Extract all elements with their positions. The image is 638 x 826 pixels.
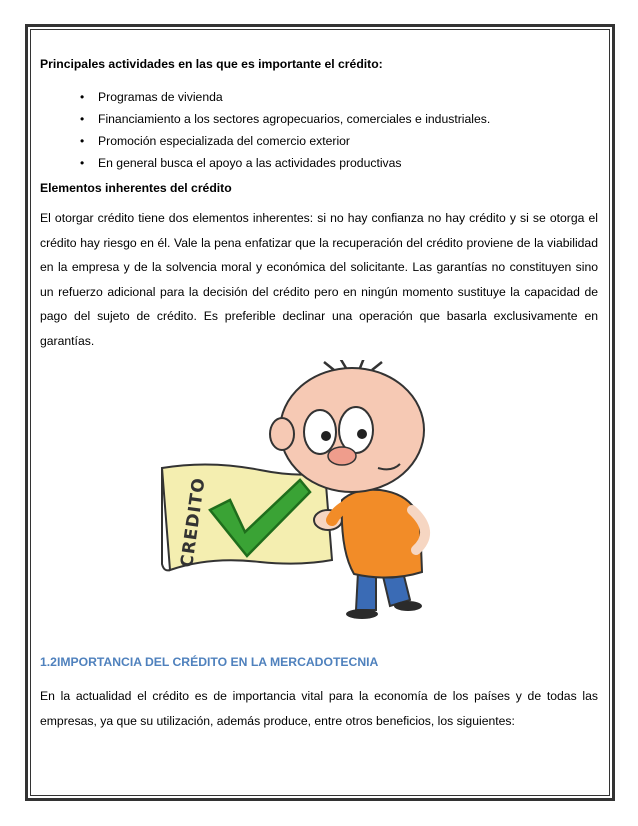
elements-paragraph: El otorgar crédito tiene dos elementos inherentes: si no hay confianza no hay crédito y si se otorga el crédito hay riesgo en él. Vale la pena enfatizar que la recuperación del crédito proviene de la viabilidad en la empresa y de la solvencia moral y económica del solicitante. Las garantías no constituyen sino un refuerzo adicional para la decisión del crédito pero en ningún momento sustituye la capacidad de pago del sujeto de crédito. Es preferible declinar una operación que basarla exclusivamente en garantías.	[40, 211, 598, 348]
sign-label: CREDITO	[177, 476, 210, 569]
credit-sign	[162, 464, 332, 570]
bullet-icon: •	[80, 112, 85, 126]
credit-cartoon-illustration	[150, 360, 450, 620]
activities-list	[40, 89, 598, 177]
bullet-icon: •	[80, 156, 85, 170]
importance-heading: 1.2IMPORTANCIA DEL CRÉDITO EN LA MERCADOTECNIA	[40, 655, 379, 669]
list-item: • Promoción especializada del comercio exterior	[80, 134, 350, 148]
bullet-icon: •	[80, 134, 85, 148]
character-head	[270, 360, 424, 492]
document-body	[40, 56, 598, 354]
list-item: • Programas de vivienda	[80, 90, 223, 104]
list-item: • En general busca el apoyo a las actividades productivas	[80, 156, 402, 170]
activities-heading: Principales actividades en las que es importante el crédito:	[40, 57, 383, 71]
elements-heading: Elementos inherentes del crédito	[40, 181, 232, 195]
bullet-icon: •	[80, 90, 85, 104]
list-item: • Financiamiento a los sectores agropecuarios, comerciales e industriales.	[80, 112, 491, 126]
importance-paragraph: En la actualidad el crédito es de importancia vital para la economía de los países y de todas las empresas, ya que su utilización, además produce, entre otros beneficios, los siguientes:	[40, 689, 598, 728]
